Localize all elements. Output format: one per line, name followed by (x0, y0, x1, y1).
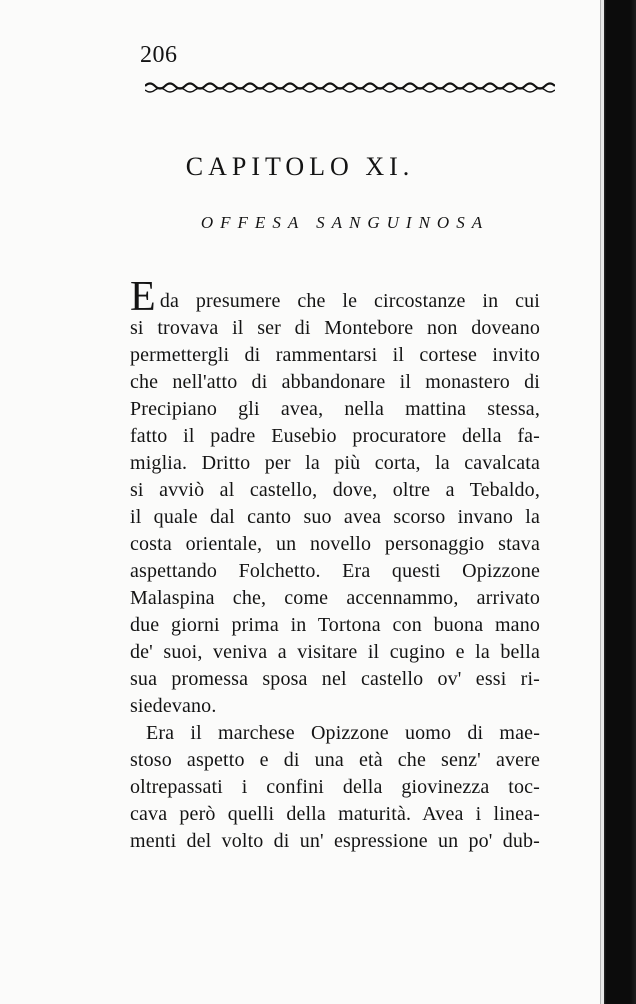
text-line: cava però quelli della maturità. Avea i linea- (130, 803, 540, 825)
text-line: permettergli di rammentarsi il cortese invito (130, 344, 540, 366)
text-line: Precipiano gli avea, nella mattina stessa, (130, 398, 540, 420)
text-line: siedevano. (130, 695, 217, 717)
text-line: si avviò al castello, dove, oltre a Tebaldo, (130, 479, 540, 501)
text-line: Eda presumere che le circostanze in cui (130, 274, 540, 320)
text-line: che nell'atto di abbandonare il monastero di (130, 371, 540, 393)
text-line: aspettando Folchetto. Era questi Opizzone (130, 560, 540, 582)
text-line: il quale dal canto suo avea scorso invano la (130, 506, 540, 528)
body-text (130, 274, 540, 855)
page-number: 206 (140, 42, 178, 68)
text-line: oltrepassati i confini della giovinezza toc- (130, 776, 540, 798)
text-line: si trovava il ser di Montebore non doveano (130, 317, 540, 339)
text-line: Malaspina che, come accennammo, arrivato (130, 587, 540, 609)
page-binding-edge (600, 0, 636, 1004)
text-line: fatto il padre Eusebio procuratore della fa- (130, 425, 540, 447)
drop-cap: E (130, 274, 156, 320)
text-line: Era il marchese Opizzone uomo di mae- (146, 722, 540, 744)
text-line: due giorni prima in Tortona con buona mano (130, 614, 540, 636)
text-line: costa orientale, un novello personaggio stava (130, 533, 540, 555)
text-line: miglia. Dritto per la più corta, la cavalcata (130, 452, 540, 474)
paragraph-1 (130, 274, 540, 720)
text-line: sua promessa sposa nel castello ov' essi ri- (130, 668, 540, 690)
binding-gutter-line (601, 0, 604, 1004)
chapter-subtitle: OFFESA SANGUINOSA (200, 213, 490, 232)
text-line: stoso aspetto e di una età che senz' avere (130, 749, 540, 771)
paragraph-2 (130, 720, 540, 855)
decorative-rule-ornament (145, 80, 555, 96)
chapter-title: CAPITOLO XI. (185, 152, 415, 181)
text-line: menti del volto di un' espressione un po' dub- (130, 830, 540, 852)
text-line: de' suoi, veniva a visitare il cugino e la bella (130, 641, 540, 663)
